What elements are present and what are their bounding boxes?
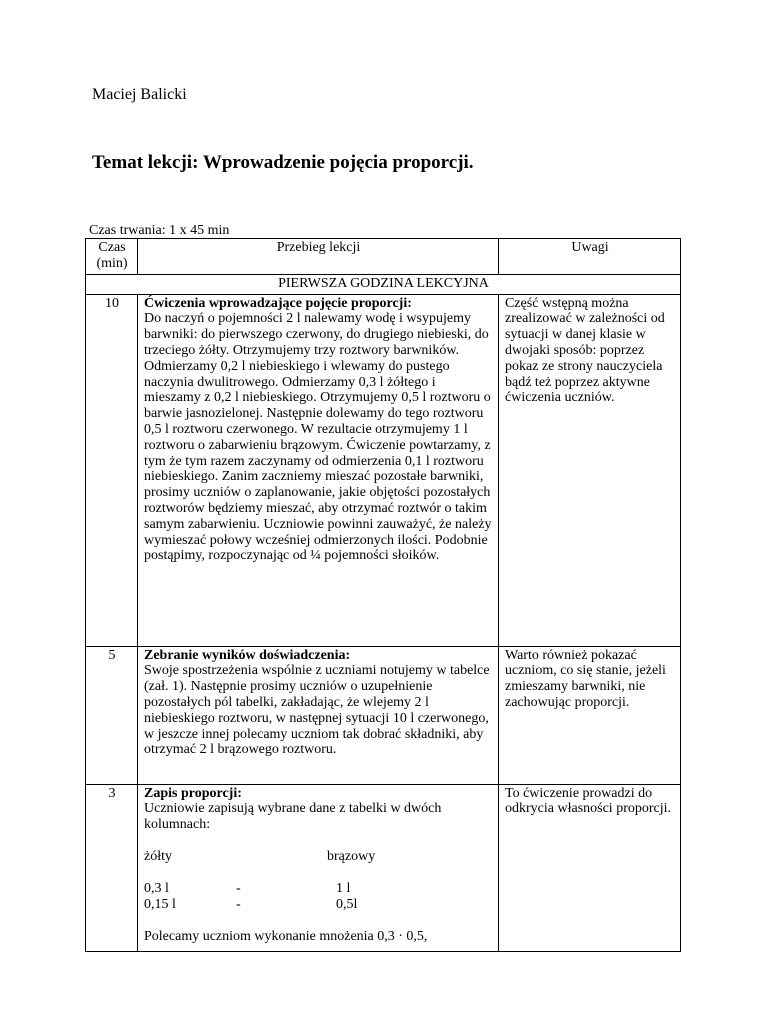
row-note-text: Część wstępną można zrealizować w zależności od sytuacji w danej klasie w dwojaki sposób: poprzez pokaz ze strony nauczyciela bądź też poprzez aktywne ćwiczenia uczniów. — [505, 295, 665, 406]
lesson-title: Temat lekcji: Wprowadzenie pojęcia proporcji. — [92, 152, 474, 173]
proportion-header — [144, 849, 493, 865]
row-time: 10 — [86, 294, 138, 646]
table-row — [86, 784, 681, 951]
row-course — [138, 646, 499, 784]
row-title: Zapis proporcji: — [144, 785, 242, 801]
dash: - — [236, 896, 241, 912]
table-row — [86, 646, 681, 784]
row-final-text: Polecamy uczniom wykonanie mnożenia 0,3 · 0,5, — [144, 928, 428, 944]
row-time: 3 — [86, 784, 138, 951]
row-body: Uczniowie zapisują wybrane dane z tabelki w dwóch kolumnach: — [144, 801, 442, 833]
proportion-row — [144, 897, 493, 913]
lesson-duration: Czas trwania: 1 x 45 min — [89, 223, 230, 238]
header-notes: Uwagi — [499, 239, 681, 275]
author-name: Maciej Balicki — [92, 86, 187, 103]
value-a: 0,15 l — [144, 896, 176, 912]
value-a: 0,3 l — [144, 880, 169, 896]
row-title: Ćwiczenia wprowadzające pojęcie proporcji: — [144, 295, 412, 311]
row-note-text: To ćwiczenie prowadzi do odkrycia własności proporcji. — [505, 785, 672, 817]
row-body: Swoje spostrzeżenia wspólnie z uczniami notujemy w tabelce (zał. 1). Następnie prosimy uczniów o uzupełnienie pozostałych pól tabelki, zakładając, że wlejemy 2 l niebieskiego roztworu, w następnej sytuacji 10 l czerwonego, w jeszcze innej polecamy uczniom tak dobrać składniki, aby otrzymać 2 l brązowego roztworu. — [144, 663, 490, 758]
dash: - — [236, 880, 241, 896]
header-course: Przebieg lekcji — [138, 239, 499, 275]
row-note — [499, 784, 681, 951]
section-row — [86, 274, 681, 294]
value-b: 1 l — [336, 880, 351, 896]
row-body: Do naczyń o pojemności 2 l nalewamy wodę i wsypujemy barwniki: do pierwszego czerwony, do drugiego niebieski, do trzeciego żółty. Otrzymujemy trzy roztwory barwników. Odmierzamy 0,2 l niebieskiego i wlewamy do pustego naczynia dwulitrowego. Odmierzamy 0,3 l żółtego i mieszamy z 0,2 l niebieskiego. Otrzymujemy 0,5 l roztworu o barwie jasnozielonej. Następnie dolewamy do tego roztworu 0,5 l roztworu czerwonego. W rezultacie otrzymujemy 1 l roztworu o zabarwieniu brązowym. Ćwiczenie powtarzamy, z tym że tym razem zaczynamy od odmierzenia 0,1 l roztworu niebieskiego. Zanim zaczniemy mieszać pozostałe barwniki, prosimy uczniów o zaplanowanie, jakie objętości pozostałych roztworów będziemy mieszać, aby otrzymać roztwór o takim samym zabarwieniu. Uczniowie powinni zauważyć, że należy wymieszać połowy wcześniej odmierzonych ilości. Podobnie postąpimy, rozpoczynając od ¼ pojemności słoików. — [144, 311, 492, 564]
row-title: Zebranie wyników doświadczenia: — [144, 647, 351, 663]
row-course — [138, 784, 499, 951]
column-a-label: żółty — [144, 848, 172, 864]
row-note — [499, 646, 681, 784]
row-note-text: Warto również pokazać uczniom, co się stanie, jeżeli zmieszamy barwniki, nie zachowując proporcji. — [505, 647, 666, 710]
row-note — [499, 294, 681, 646]
lesson-plan-table — [85, 238, 681, 952]
proportion-columns — [144, 849, 493, 913]
row-time: 5 — [86, 646, 138, 784]
header-time: Czas (min) — [86, 239, 138, 275]
column-b-label: brązowy — [327, 848, 376, 864]
proportion-row — [144, 881, 493, 897]
row-course — [138, 294, 499, 646]
table-header-row — [86, 239, 681, 275]
value-b: 0,5l — [336, 896, 358, 912]
section-label: PIERWSZA GODZINA LEKCYJNA — [86, 274, 681, 294]
table-row — [86, 294, 681, 646]
